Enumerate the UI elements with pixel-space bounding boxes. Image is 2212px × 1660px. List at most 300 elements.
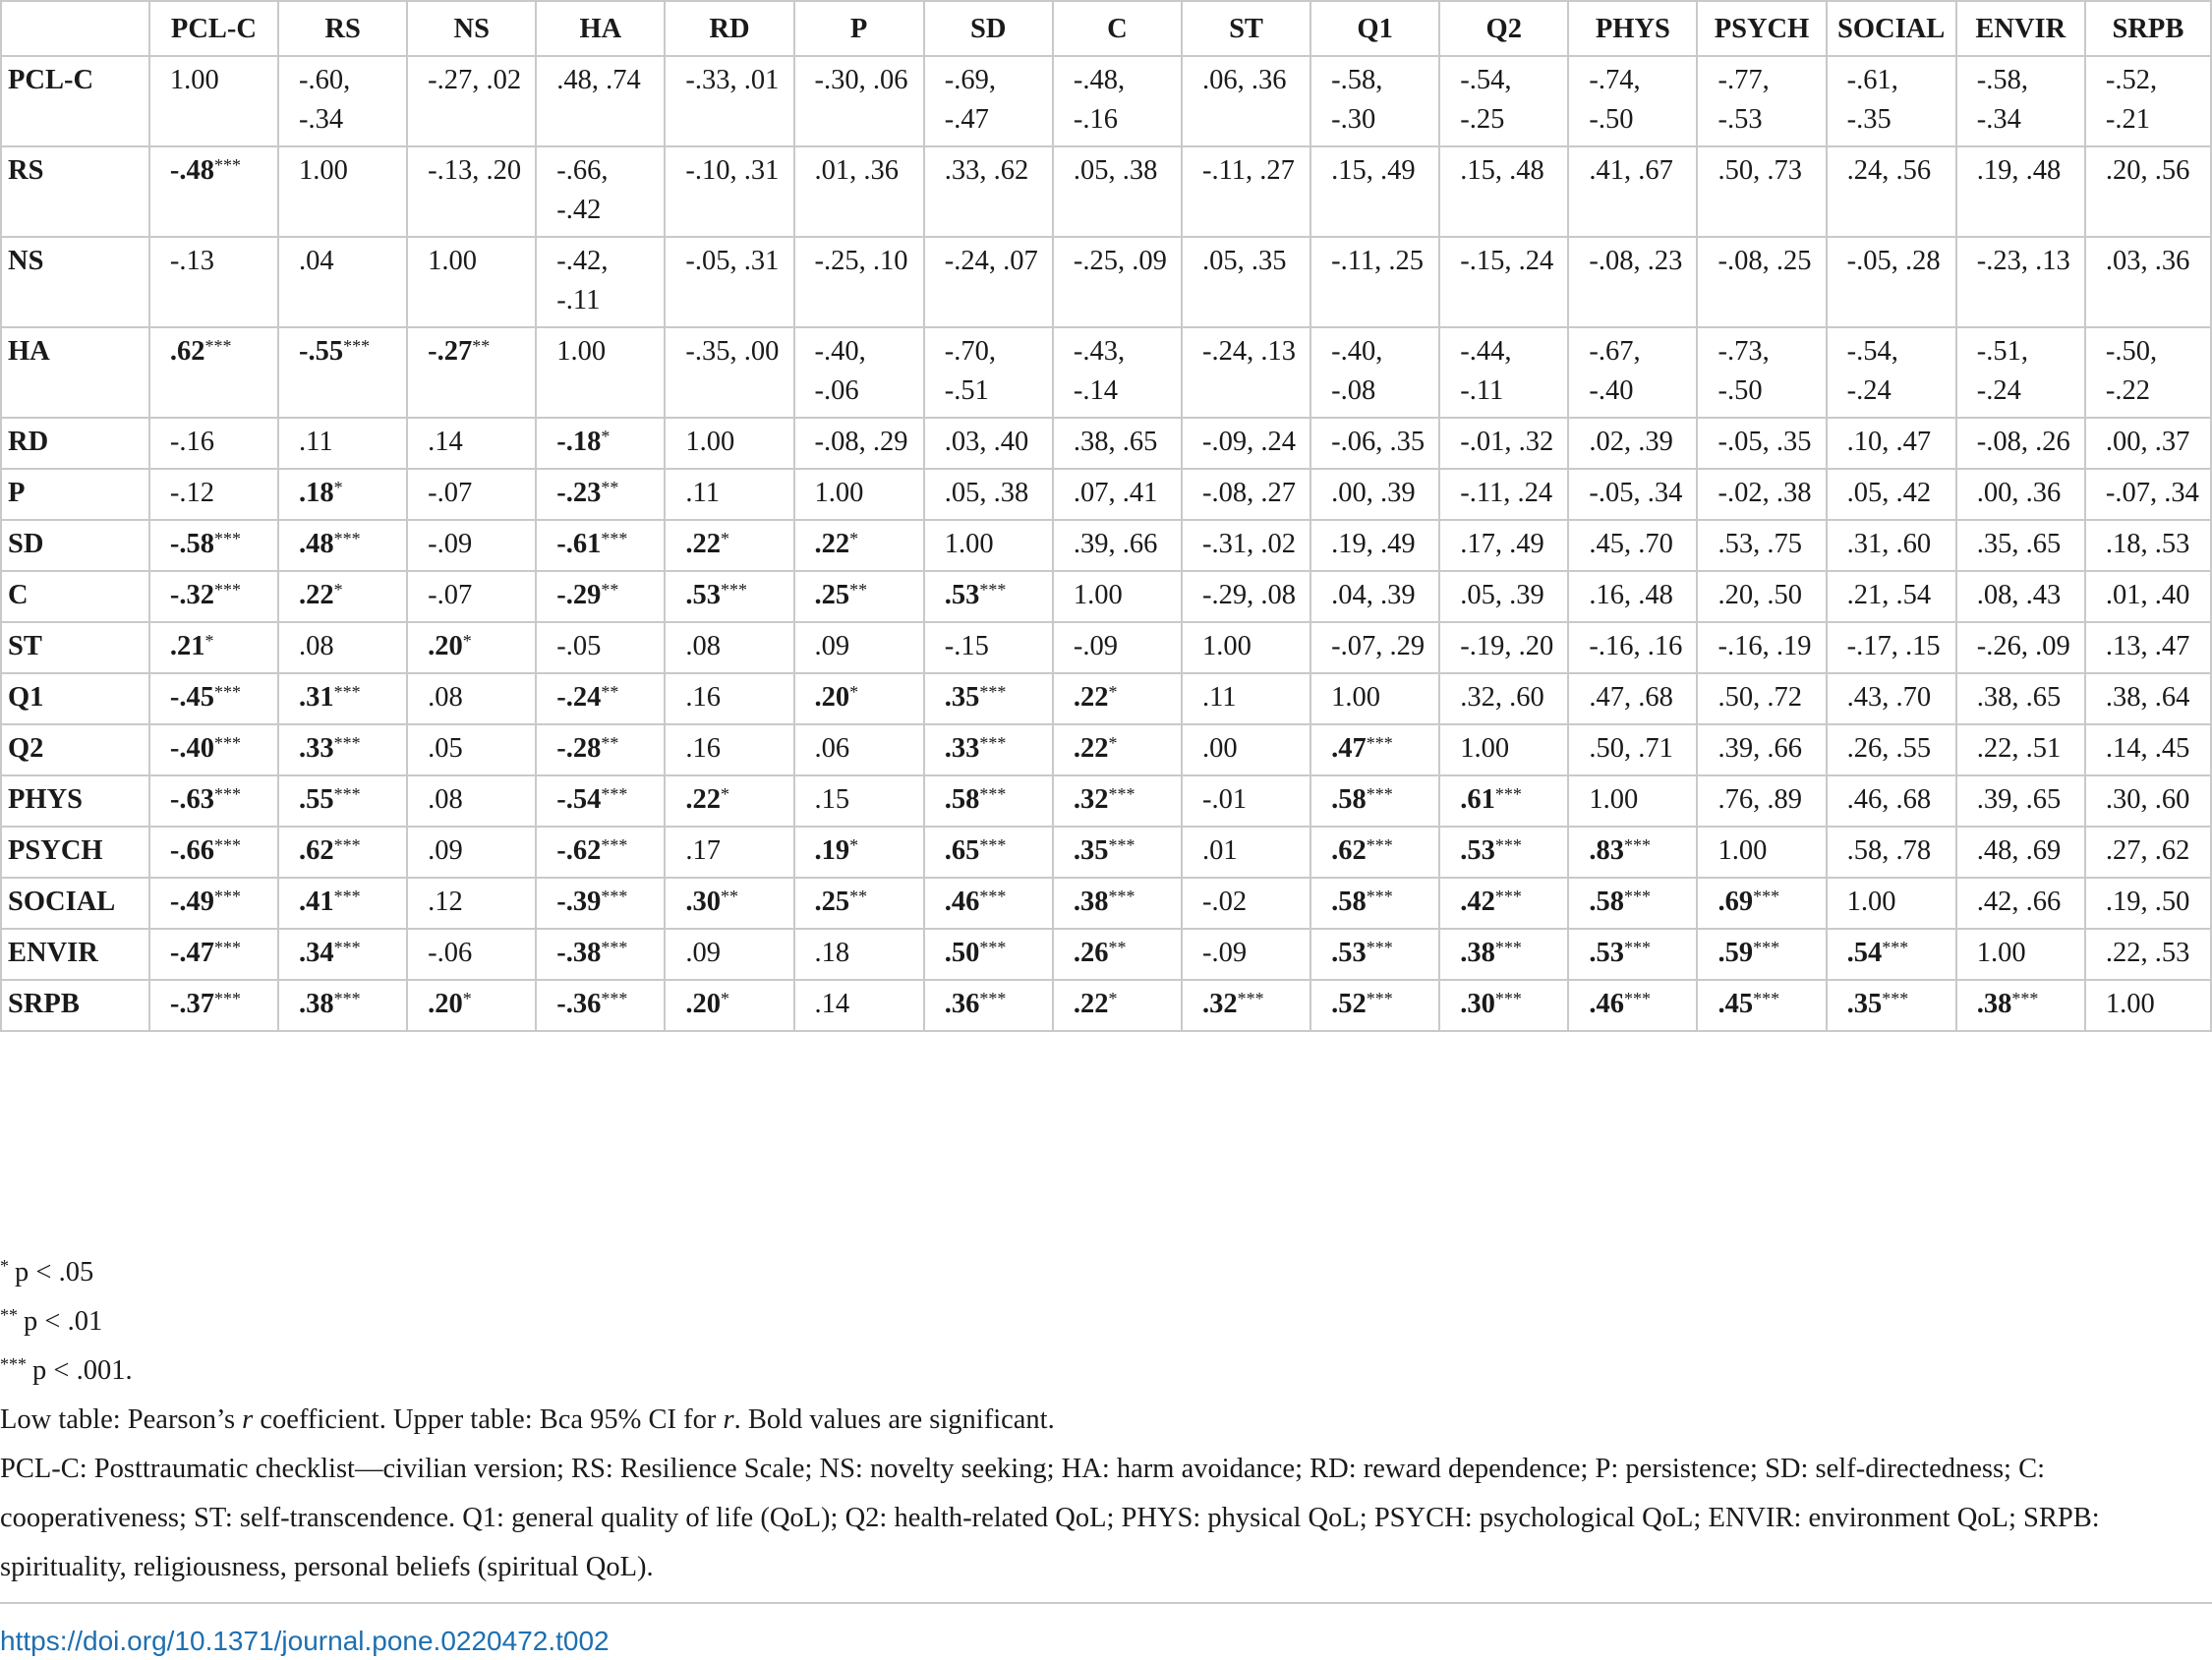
cell-value: -.29 <box>556 580 602 610</box>
cell-value: .22 <box>1073 733 1109 764</box>
cell-value: .05, .38 <box>1073 155 1158 186</box>
cell-value: .11 <box>299 427 333 457</box>
cell-value: .48, .74 <box>556 65 641 95</box>
table-cell <box>794 237 924 327</box>
cell-value: -.49 <box>169 887 215 917</box>
cell-value: .09 <box>685 938 722 968</box>
cell-value: .46 <box>1589 989 1624 1019</box>
cell-value: -.45 <box>169 682 215 713</box>
significance-marker: * <box>721 529 730 548</box>
table-cell <box>1182 622 1310 673</box>
table-cell <box>1956 520 2085 571</box>
cell-value: .47, .68 <box>1589 682 1673 713</box>
significance-marker: * <box>333 580 343 600</box>
cell-value: 1.00 <box>169 65 219 95</box>
significance-marker: *** <box>333 938 361 957</box>
cell-value: -.18 <box>556 427 602 457</box>
table-cell <box>794 827 924 878</box>
table-row <box>1 237 2211 327</box>
cell-value: 1.00 <box>428 246 478 276</box>
cell-value: .61 <box>1460 784 1495 815</box>
cell-value: -.70, -.51 <box>944 336 996 406</box>
table-cell <box>278 724 407 775</box>
significance-marker: * <box>721 784 730 804</box>
table-cell <box>1182 327 1310 418</box>
table-cell <box>1827 827 1956 878</box>
table-cell <box>149 520 278 571</box>
cell-value: 1.00 <box>1073 580 1123 610</box>
table-cell <box>2085 520 2211 571</box>
cell-value: -.05, .28 <box>1846 246 1941 276</box>
table-cell <box>536 469 665 520</box>
table-row <box>1 724 2211 775</box>
footnote-legend <box>0 1396 2163 1445</box>
table-cell <box>1439 827 1568 878</box>
table-cell <box>536 622 665 673</box>
table-cell <box>1182 827 1310 878</box>
table-cell <box>1310 146 1439 237</box>
significance-marker: *** <box>214 682 242 702</box>
cell-value: .03, .40 <box>944 427 1029 457</box>
cell-value: -.63 <box>169 784 215 815</box>
cell-value: .00, .36 <box>1976 478 2062 508</box>
cell-value: .17, .49 <box>1460 529 1544 559</box>
table-cell <box>924 520 1053 571</box>
cell-value: .19, .50 <box>2105 887 2190 917</box>
table-cell <box>924 469 1053 520</box>
cell-value: -.11, .24 <box>1460 478 1553 508</box>
table-row <box>1 827 2211 878</box>
table-cell <box>536 146 665 237</box>
cell-value: -.43, -.14 <box>1073 336 1126 406</box>
table-cell <box>2085 775 2211 827</box>
cell-value: -.11, .25 <box>1331 246 1425 276</box>
cell-value: -.47 <box>169 938 215 968</box>
cell-value: .32 <box>1073 784 1109 815</box>
significance-marker: * <box>462 631 472 651</box>
table-cell <box>1568 418 1697 469</box>
cell-value: 1.00 <box>814 478 864 508</box>
cell-value: .38 <box>299 989 334 1019</box>
significance-marker: *** <box>214 784 242 804</box>
table-cell <box>665 929 793 980</box>
significance-marker: * <box>462 989 472 1008</box>
table-cell <box>278 327 407 418</box>
cell-value: .05, .42 <box>1846 478 1932 508</box>
table-cell <box>1827 673 1956 724</box>
table-footnotes <box>0 1248 2163 1592</box>
cell-value: .35 <box>1846 989 1883 1019</box>
cell-value: .22 <box>685 529 722 559</box>
cell-value: .06, .36 <box>1201 65 1287 95</box>
table-cell <box>407 56 536 146</box>
table-cell <box>1053 520 1182 571</box>
cell-value: .58 <box>1589 887 1624 917</box>
significance-marker: *** <box>333 682 361 702</box>
table-cell <box>1827 327 1956 418</box>
significance-marker: * <box>1108 733 1118 753</box>
cell-value: 1.00 <box>2105 989 2155 1019</box>
cell-value: -.19, .20 <box>1460 631 1554 661</box>
table-cell <box>1568 469 1697 520</box>
table-cell <box>149 146 278 237</box>
cell-value: .24, .56 <box>1846 155 1932 186</box>
table-cell <box>1827 980 1956 1031</box>
significance-marker: *** <box>333 887 361 906</box>
table-cell <box>1439 56 1568 146</box>
table-cell <box>1439 571 1568 622</box>
table-cell <box>1053 56 1182 146</box>
cell-value: -.02, .38 <box>1717 478 1812 508</box>
table-cell <box>2085 878 2211 929</box>
significance-marker: * <box>849 529 859 548</box>
significance-marker: *** <box>1623 938 1651 957</box>
significance-marker: *** <box>214 155 242 175</box>
cell-value: .33 <box>299 733 334 764</box>
footnote-p01 <box>0 1297 2163 1346</box>
footnote-p001 <box>0 1346 2163 1396</box>
cell-value: -.01 <box>1201 784 1248 815</box>
cell-value: 1.00 <box>1976 938 2026 968</box>
table-cell <box>1053 878 1182 929</box>
table-cell <box>794 878 924 929</box>
cell-value: -.27 <box>428 336 473 367</box>
doi-link[interactable]: https://doi.org/10.1371/journal.pone.0220472.t002 <box>0 1626 610 1656</box>
cell-value: .26, .55 <box>1846 733 1932 764</box>
cell-value: .22 <box>1073 989 1109 1019</box>
cell-value: .48, .69 <box>1976 835 2062 866</box>
table-cell <box>1053 469 1182 520</box>
cell-value: -.50, -.22 <box>2105 336 2158 406</box>
footer-divider <box>0 1602 2212 1604</box>
table-cell <box>407 980 536 1031</box>
table-row <box>1 929 2211 980</box>
significance-marker: *** <box>1882 989 1909 1008</box>
footnote-text: p < .01 <box>24 1306 103 1337</box>
table-cell <box>1697 929 1826 980</box>
table-cell <box>1956 327 2085 418</box>
cell-value: .14 <box>428 427 463 457</box>
cell-value: .18 <box>814 938 850 968</box>
table-cell <box>407 327 536 418</box>
table-cell <box>2085 622 2211 673</box>
significance-marker: *** <box>1753 989 1780 1008</box>
table-cell <box>665 622 793 673</box>
row-header: PHYS <box>1 775 149 827</box>
significance-marker: *** <box>979 784 1007 804</box>
table-cell <box>1956 418 2085 469</box>
table-cell <box>1053 980 1182 1031</box>
cell-value: -.27, .02 <box>428 65 522 95</box>
cell-value: .53, .75 <box>1717 529 1802 559</box>
table-cell <box>1956 827 2085 878</box>
significance-marker: *** <box>979 835 1007 855</box>
table-cell <box>1827 571 1956 622</box>
significance-marker: ** <box>601 733 619 753</box>
table-cell <box>1439 327 1568 418</box>
table-cell <box>149 418 278 469</box>
cell-value: .19 <box>814 835 850 866</box>
cell-value: -.17, .15 <box>1846 631 1941 661</box>
cell-value: .41 <box>299 887 334 917</box>
significance-marker: *** <box>214 580 242 600</box>
table-cell <box>794 980 924 1031</box>
significance-marker: *** <box>333 989 361 1008</box>
significance-marker: *** <box>214 733 242 753</box>
cell-value: .53 <box>685 580 722 610</box>
cell-value: .21, .54 <box>1846 580 1932 610</box>
significance-marker: * <box>849 682 859 702</box>
cell-value: -.29, .08 <box>1201 580 1296 610</box>
cell-value: -.05, .34 <box>1589 478 1683 508</box>
cell-value: -.66 <box>169 835 215 866</box>
table-cell <box>794 622 924 673</box>
column-header: ST <box>1182 1 1310 56</box>
cell-value: .09 <box>428 835 463 866</box>
footnote-mark: ** <box>0 1305 18 1325</box>
cell-value: .53 <box>1331 938 1367 968</box>
cell-value: 1.00 <box>1331 682 1380 713</box>
table-cell <box>1956 878 2085 929</box>
table-cell <box>924 673 1053 724</box>
table-cell <box>1182 724 1310 775</box>
row-header: HA <box>1 327 149 418</box>
table-cell <box>1439 980 1568 1031</box>
table-cell <box>1310 929 1439 980</box>
table-cell <box>149 571 278 622</box>
cell-value: .35 <box>944 682 980 713</box>
cell-value: .62 <box>169 336 205 367</box>
table-cell <box>1053 146 1182 237</box>
significance-marker: ** <box>849 887 868 906</box>
table-cell <box>1827 775 1956 827</box>
cell-value: -.06 <box>428 938 473 968</box>
row-header: P <box>1 469 149 520</box>
cell-value: .45, .70 <box>1589 529 1673 559</box>
table-cell <box>1568 622 1697 673</box>
table-cell <box>536 56 665 146</box>
cell-value: .31 <box>299 682 334 713</box>
cell-value: .46 <box>944 887 980 917</box>
row-header: NS <box>1 237 149 327</box>
table-cell <box>149 673 278 724</box>
column-header: NS <box>407 1 536 56</box>
cell-value: .05, .35 <box>1201 246 1287 276</box>
table-cell <box>278 980 407 1031</box>
table-cell <box>2085 673 2211 724</box>
table-cell <box>2085 724 2211 775</box>
column-header: PSYCH <box>1697 1 1826 56</box>
table-cell <box>1697 56 1826 146</box>
cell-value: .16 <box>685 733 722 764</box>
cell-value: .22, .53 <box>2105 938 2190 968</box>
significance-marker: *** <box>601 989 628 1008</box>
cell-value: .22 <box>299 580 334 610</box>
cell-value: -.08, .23 <box>1589 246 1683 276</box>
column-header: Q2 <box>1439 1 1568 56</box>
cell-value: .45 <box>1717 989 1754 1019</box>
table-cell <box>1956 237 2085 327</box>
significance-marker: *** <box>333 835 361 855</box>
cell-value: .13, .47 <box>2105 631 2190 661</box>
table-cell <box>1310 724 1439 775</box>
table-cell <box>407 724 536 775</box>
table-cell <box>2085 571 2211 622</box>
table-cell <box>665 237 793 327</box>
row-header: RS <box>1 146 149 237</box>
cell-value: .58 <box>1331 784 1367 815</box>
cell-value: .83 <box>1589 835 1624 866</box>
table-cell <box>1053 827 1182 878</box>
table-cell <box>407 827 536 878</box>
table-cell <box>2085 146 2211 237</box>
cell-value: 1.00 <box>1201 631 1252 661</box>
corner-cell <box>1 1 149 56</box>
cell-value: -.74, -.50 <box>1589 65 1641 135</box>
cell-value: .08 <box>428 682 463 713</box>
cell-value: .22 <box>685 784 722 815</box>
table-cell <box>1697 520 1826 571</box>
table-cell <box>794 418 924 469</box>
table-cell <box>149 56 278 146</box>
column-header: PCL-C <box>149 1 278 56</box>
cell-value: -.62 <box>556 835 602 866</box>
cell-value: .08 <box>428 784 463 815</box>
cell-value: .06 <box>814 733 850 764</box>
table-cell <box>1956 146 2085 237</box>
footnote-mark: *** <box>0 1354 27 1374</box>
significance-marker: *** <box>979 887 1007 906</box>
significance-marker: * <box>1108 989 1118 1008</box>
cell-value: .50, .72 <box>1717 682 1802 713</box>
table-cell <box>1697 878 1826 929</box>
cell-value: .16, .48 <box>1589 580 1673 610</box>
table-cell <box>536 673 665 724</box>
cell-value: .30 <box>1460 989 1495 1019</box>
cell-value: .01, .40 <box>2105 580 2190 610</box>
table-cell <box>1182 929 1310 980</box>
cell-value: .50, .73 <box>1717 155 1802 186</box>
cell-value: -.36 <box>556 989 602 1019</box>
cell-value: -.40, -.08 <box>1331 336 1383 406</box>
table-cell <box>1697 827 1826 878</box>
significance-marker: *** <box>1108 887 1135 906</box>
table-cell <box>1439 418 1568 469</box>
significance-marker: *** <box>1366 938 1393 957</box>
significance-marker: *** <box>1494 989 1522 1008</box>
table-cell <box>536 929 665 980</box>
cell-value: -.38 <box>556 938 602 968</box>
cell-value: -.58, -.30 <box>1331 65 1383 135</box>
cell-value: -.24 <box>556 682 602 713</box>
cell-value: .11 <box>1201 682 1237 713</box>
cell-value: .32, .60 <box>1460 682 1544 713</box>
cell-value: -.09 <box>428 529 473 559</box>
table-cell <box>1053 929 1182 980</box>
row-header: Q1 <box>1 673 149 724</box>
table-cell <box>1053 673 1182 724</box>
table-cell <box>1697 571 1826 622</box>
column-header: P <box>794 1 924 56</box>
table-cell <box>149 469 278 520</box>
table-cell <box>665 827 793 878</box>
cell-value: -.07 <box>428 580 473 610</box>
table-cell <box>924 929 1053 980</box>
significance-marker: *** <box>343 336 371 356</box>
cell-value: -.05, .35 <box>1717 427 1812 457</box>
table-cell <box>2085 929 2211 980</box>
table-cell <box>1053 237 1182 327</box>
table-cell <box>536 878 665 929</box>
cell-value: .39, .66 <box>1717 733 1802 764</box>
table-cell <box>665 327 793 418</box>
cell-value: .38 <box>1976 989 2012 1019</box>
significance-marker: *** <box>1494 938 1522 957</box>
cell-value: .07, .41 <box>1073 478 1158 508</box>
cell-value: .20, .50 <box>1717 580 1802 610</box>
table-cell <box>794 571 924 622</box>
cell-value: .14, .45 <box>2105 733 2190 764</box>
table-cell <box>1827 146 1956 237</box>
significance-marker: *** <box>1753 938 1780 957</box>
table-row <box>1 673 2211 724</box>
table-cell <box>1697 775 1826 827</box>
cell-value: .32 <box>1201 989 1238 1019</box>
significance-marker: ** <box>1108 938 1127 957</box>
significance-marker: ** <box>601 580 619 600</box>
cell-value: -.66, -.42 <box>556 155 609 225</box>
table-cell <box>278 520 407 571</box>
cell-value: .33, .62 <box>944 155 1029 186</box>
cell-value: .62 <box>299 835 334 866</box>
cell-value: -.58 <box>169 529 215 559</box>
cell-value: -.07 <box>428 478 473 508</box>
table-cell <box>794 469 924 520</box>
cell-value: 1.00 <box>1717 835 1768 866</box>
table-cell <box>1827 56 1956 146</box>
significance-marker: ** <box>472 336 491 356</box>
cell-value: -.60, -.34 <box>299 65 351 135</box>
cell-value: 1.00 <box>944 529 994 559</box>
cell-value: .15, .49 <box>1331 155 1416 186</box>
row-header: PSYCH <box>1 827 149 878</box>
table-cell <box>1310 469 1439 520</box>
table-cell <box>407 237 536 327</box>
table-cell <box>1568 673 1697 724</box>
table-cell <box>1568 827 1697 878</box>
cell-value: .33 <box>944 733 980 764</box>
cell-value: -.61 <box>556 529 602 559</box>
cell-value: -.16 <box>169 427 215 457</box>
table-cell <box>1310 237 1439 327</box>
table-cell <box>1827 520 1956 571</box>
table-cell <box>149 827 278 878</box>
table-header-row <box>1 1 2211 56</box>
table-cell <box>1956 56 2085 146</box>
table-cell <box>149 980 278 1031</box>
cell-value: .62 <box>1331 835 1367 866</box>
cell-value: -.51, -.24 <box>1976 336 2028 406</box>
table-cell <box>924 56 1053 146</box>
table-cell <box>1182 418 1310 469</box>
significance-marker: *** <box>2011 989 2039 1008</box>
cell-value: .25 <box>814 887 850 917</box>
table-cell <box>278 929 407 980</box>
significance-marker: *** <box>214 887 242 906</box>
cell-value: -.58, -.34 <box>1976 65 2028 135</box>
table-cell <box>1956 980 2085 1031</box>
cell-value: .04, .39 <box>1331 580 1416 610</box>
